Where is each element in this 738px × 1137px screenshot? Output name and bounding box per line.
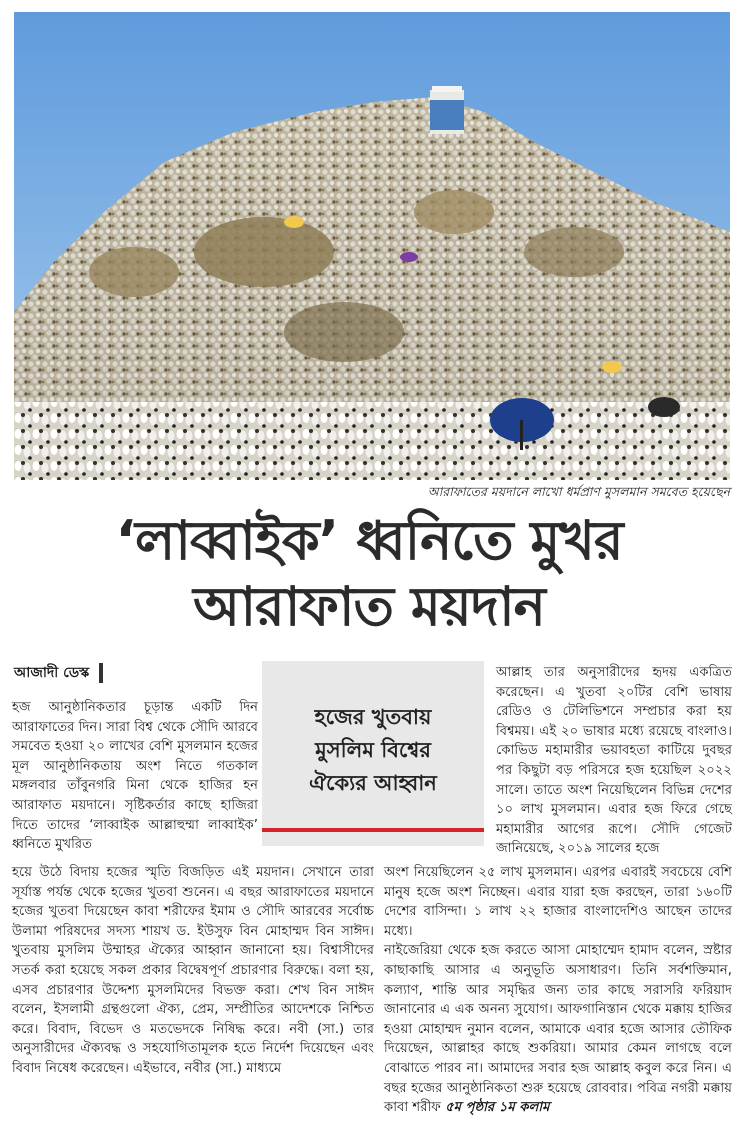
body-text: নাইজেরিয়া থেকে হজ করতে আসা মোহাম্মেদ হামাদ বলেন, স্রষ্টার কাছাকাছি আসার এ অনুভূতি অসাধারণ। তিনি সর্বশক্তিমান, কল্যাণ, শান্তি আর সমৃদ্ধির জন্য তার কাছে সরাসরি ফরিয়াদ জানানোর এ এক অনন্য সুযোগ। আফগানিস্তান থেকে মক্কায় হাজির হওয়া মোহাম্মদ নুমান বলেন, আমাকে এবার হজে আসার তৌফিক দিয়েছেন, আল্লাহর কাছে শুকরিয়া। আমার কেমন লাগছে বলে বোঝাতে পারব না। আমাদের সবার হজ আল্লাহ কবুল করে নিন। এ বছর হজের আনুষ্ঠানিকতা শুরু হয়েছে রোববার। পবিত্র নগরী মক্কায় কাবা শরীফ bbox=[384, 943, 732, 1116]
headline-line-2: আরাফাত ময়দান bbox=[193, 575, 545, 638]
pull-quote-line-1: হজের খুতবায় bbox=[314, 705, 432, 729]
pull-quote-rule bbox=[262, 828, 484, 832]
article-photo bbox=[14, 12, 730, 480]
headline bbox=[0, 508, 738, 640]
body-paragraph: হয়ে উঠে বিদায় হজের স্মৃতি বিজড়িত এই ময়দান। সেখানে তারা সূর্যাস্ত পর্যন্ত থেকে হজের খুতবা শুনেন। এ বছর আরাফাতের ময়দানে হজের খুতবা দিয়েছেন কাবা শরীফের ইমাম ও সৌদি আরবের সর্বোচ্চ উলামা পরিষদের সদস্য শায়খ ড. ইউসুফ বিন মোহাম্মদ বিন সাঈদ। খুতবায় মুসলিম উম্মাহর ঐক্যের আহ্বান জানানো হয়। বিশ্বাসীদের সতর্ক করা হয়েছে সকল প্রকার বিদ্বেষপূর্ণ প্রচারণার বিরুদ্ধে। বলা হয়, এসব প্রচারণার উদ্দেশ্য মুসলমিদের বিভক্ত করা। শেখ বিন সাঈদ বলেন, ইসলামী গ্রন্থগুলো ঐক্য, প্রেম, সম্প্রীতির আদেশকে নিশ্চিত করে। বিবাদ, বিভেদ ও মতভেদকে নিষিদ্ধ করে। নবী (সা.) তার অনুসারীদের ঐক্যবদ্ধ ও সহযোগিতামূলক হতে নির্দেশ দিয়েছেন এবং বিবাদ নিষেধ করেছেন। এইভাবে, নবীর (সা.) মাধ্যমে bbox=[12, 865, 374, 1076]
pull-quote-line-3: ঐক্যের আহ্বান bbox=[309, 771, 437, 795]
headline-line-1: ‘লাব্বাইক’ ধ্বনিতে মুখর bbox=[115, 509, 623, 572]
body-paragraph: হজ আনুষ্ঠানিকতার চূড়ান্ত একটি দিন আরাফাতের দিন। সারা বিশ্ব থেকে সৌদি আরবে সমবেত হওয়া ২০ লাখের বেশি মুসলমান হজের মূল আনুষ্ঠানিকতায় অংশ নিতে গতকাল মঙ্গলবার তাঁবুনগরি মিনা থেকে হাজির হন আরাফাত ময়দানে। সৃষ্টিকর্তার কাছে হাজিরা দিতে তাদের ‘লাব্বাইক আল্লাহুম্মা লাব্বাইক’ ধ্বনিতে মুখরিত bbox=[12, 700, 258, 853]
photo-caption: আরাফাতের ময়দানে লাখো ধর্মপ্রাণ মুসলমান সমবেত হয়েছেন bbox=[427, 484, 730, 499]
photo-illustration bbox=[14, 12, 730, 480]
pull-quote-line-2: মুসলিম বিশ্বের bbox=[315, 738, 431, 762]
body-column-lower-left bbox=[12, 863, 374, 1079]
continued-jump-link[interactable]: ৫ম পৃষ্ঠার ১ম কলাম bbox=[445, 1100, 550, 1116]
body-column-left bbox=[12, 698, 258, 855]
body-column-lower-right bbox=[384, 863, 732, 1118]
pull-quote bbox=[262, 701, 484, 800]
pull-quote-box bbox=[262, 661, 484, 846]
byline: আজাদী ডেস্ক bbox=[12, 663, 103, 683]
body-paragraph: আল্লাহ তার অনুসারীদের হৃদয় একত্রিত করেছেন। এ খুতবা ২০টির বেশি ভাষায় রেডিও ও টেলিভিশনে সম্প্রচার করা হয় বিশ্বময়। এই ২০ ভাষার মধ্যে রয়েছে বাংলাও। কোভিড মহামারীর ভয়াবহতা কাটিয়ে দুবছর পর কিছুটা বড় পরিসরে হজ হয়েছিল ২০২২ সালে। তাতে অংশ নিয়েছিলেন বিভিন্ন দেশের ১০ লাখ মুসলমান। এবার হজ ফিরে গেছে মহামারীর আগের রূপে। সৌদি গেজেট জানিয়েছে, ২০১৯ সালের হজে bbox=[496, 665, 732, 857]
body-column-right bbox=[496, 663, 732, 859]
body-paragraph: অংশ নিয়েছিলেন ২৫ লাখ মুসলমান। এরপর এবারই সবচেয়ে বেশি মানুষ হজে অংশ নিচ্ছেন। এবার যারা হজ করছেন, তারা ১৬০টি দেশের বাসিন্দা। ১ লাখ ২২ হাজার বাংলাদেশিও আছেন তাদের মধ্যে। bbox=[384, 865, 732, 939]
body-paragraph bbox=[384, 941, 732, 1117]
